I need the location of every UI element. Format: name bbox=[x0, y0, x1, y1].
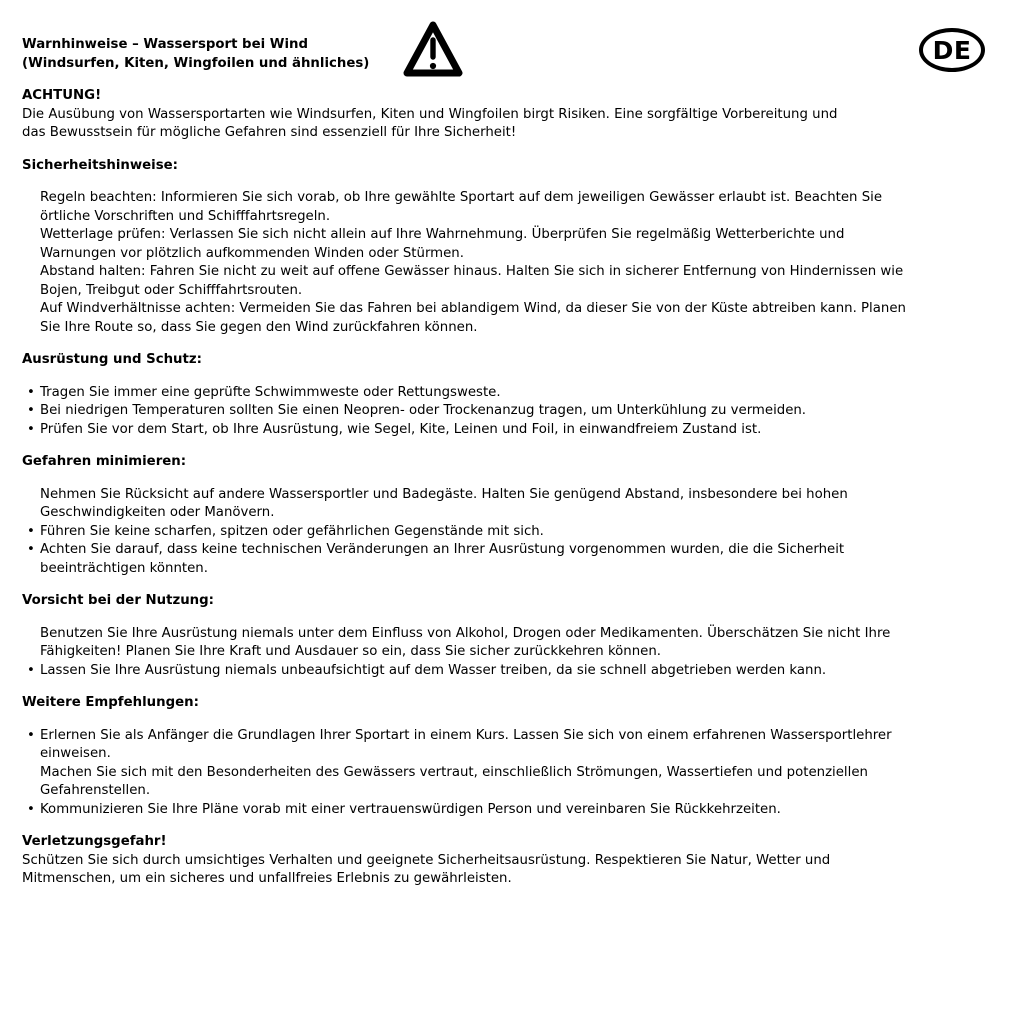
section bbox=[22, 87, 990, 143]
section-list bbox=[27, 727, 990, 820]
section-paragraph bbox=[22, 852, 990, 889]
section-list bbox=[27, 625, 990, 681]
text-line: Schützen Sie sich durch umsichtiges Verhalten und geeignete Sicherheitsausrüstung. Respektieren Sie Natur, Wetter und bbox=[22, 852, 831, 868]
text-line: Sie Ihre Route so, dass Sie gegen den Wind zurückfahren können. bbox=[40, 319, 478, 335]
document-body bbox=[22, 87, 990, 889]
section-list bbox=[40, 189, 990, 337]
list-item bbox=[27, 384, 990, 403]
text-line: Warnungen vor plötzlich aufkommenden Winden oder Stürmen. bbox=[40, 245, 464, 261]
text-line: Führen Sie keine scharfen, spitzen oder gefährlichen Gegenstände mit sich. bbox=[40, 523, 544, 539]
section-heading: Vorsicht bei der Nutzung: bbox=[22, 593, 214, 608]
text-line: Prüfen Sie vor dem Start, ob Ihre Ausrüstung, wie Segel, Kite, Leinen und Foil, in einwandfreiem Zustand ist. bbox=[40, 421, 762, 437]
text-line: Kommunizieren Sie Ihre Pläne vorab mit einer vertrauenswürdigen Person und vereinbaren Sie Rückkehrzeiten. bbox=[40, 801, 781, 817]
section-heading: Weitere Empfehlungen: bbox=[22, 695, 199, 710]
list-item bbox=[40, 263, 990, 300]
text-line: Lassen Sie Ihre Ausrüstung niemals unbeaufsichtigt auf dem Wasser treiben, da sie schnell abgetrieben werden kann. bbox=[40, 662, 827, 678]
section-list bbox=[27, 486, 990, 579]
text-line: Nehmen Sie Rücksicht auf andere Wassersportler und Badegäste. Halten Sie genügend Abstand, insbesondere bei hohen bbox=[40, 486, 848, 502]
text-line: Fähigkeiten! Planen Sie Ihre Kraft und Ausdauer so ein, dass Sie sicher zurückkehren können. bbox=[40, 644, 661, 659]
list-item bbox=[40, 764, 990, 801]
list-item bbox=[27, 523, 990, 542]
section-heading: ACHTUNG! bbox=[22, 88, 102, 103]
bullet-icon: • bbox=[27, 662, 35, 678]
list-item bbox=[40, 226, 990, 263]
section bbox=[22, 453, 990, 578]
section-heading: Verletzungsgefahr! bbox=[22, 834, 167, 849]
bullet-icon: • bbox=[27, 523, 35, 539]
text-line: örtliche Vorschriften und Schifffahrtsregeln. bbox=[40, 208, 331, 224]
list-item bbox=[27, 801, 990, 820]
bullet-icon: • bbox=[27, 384, 35, 400]
bullet-icon: • bbox=[27, 801, 35, 817]
bullet-icon: • bbox=[27, 727, 35, 743]
text-line: Bojen, Treibgut oder Schifffahrtsrouten. bbox=[40, 282, 303, 298]
list-item bbox=[27, 727, 990, 764]
list-item bbox=[27, 541, 990, 578]
text-line: Erlernen Sie als Anfänger die Grundlagen Ihrer Sportart in einem Kurs. Lassen Sie sich von einem erfahrenen Wassersportlehrer bbox=[40, 727, 892, 743]
text-line: einweisen. bbox=[40, 746, 111, 761]
list-item bbox=[27, 402, 990, 421]
text-line: Regeln beachten: Informieren Sie sich vorab, ob Ihre gewählte Sportart auf dem jeweiligen Gewässer erlaubt ist. Beachten Sie bbox=[40, 190, 883, 205]
section bbox=[22, 351, 990, 439]
bullet-icon: • bbox=[27, 403, 35, 418]
list-item bbox=[40, 189, 990, 226]
section bbox=[22, 694, 990, 819]
section bbox=[22, 157, 990, 338]
text-line: Auf Windverhältnisse achten: Vermeiden Sie das Fahren bei ablandigem Wind, da dieser Sie von der Küste abtreiben kann. Planen bbox=[40, 301, 906, 316]
bullet-icon: • bbox=[27, 542, 35, 557]
document-header bbox=[22, 36, 990, 73]
list-item bbox=[27, 421, 990, 440]
text-line: beeinträchtigen könnten. bbox=[40, 560, 208, 576]
language-badge-label: DE bbox=[932, 35, 972, 65]
section-list bbox=[27, 384, 990, 440]
list-item bbox=[40, 300, 990, 337]
text-line: Benutzen Sie Ihre Ausrüstung niemals unter dem Einfluss von Alkohol, Drogen oder Medikamenten. Überschätzen Sie nicht Ihre bbox=[40, 625, 891, 641]
text-line: das Bewusstsein für mögliche Gefahren sind essenziell für Ihre Sicherheit! bbox=[22, 125, 517, 140]
section-paragraph bbox=[22, 106, 990, 143]
text-line: Abstand halten: Fahren Sie nicht zu weit auf offene Gewässer hinaus. Halten Sie sich in sicherer Entfernung von Hindernissen wie bbox=[40, 264, 904, 279]
text-line: Mitmenschen, um ein sicheres und unfallfreies Erlebnis zu gewährleisten. bbox=[22, 871, 512, 886]
warning-triangle-icon bbox=[403, 20, 463, 80]
text-line: Die Ausübung von Wassersportarten wie Windsurfen, Kiten und Wingfoilen birgt Risiken. Eine sorgfältige Vorbereitung und bbox=[22, 106, 838, 122]
text-line: Achten Sie darauf, dass keine technischen Veränderungen an Ihrer Ausrüstung vorgenommen wurden, die die Sicherheit bbox=[40, 542, 845, 557]
section-heading: Sicherheitshinweise: bbox=[22, 157, 178, 173]
text-line: Gefahrenstellen. bbox=[40, 783, 151, 798]
list-item bbox=[40, 625, 990, 662]
document-title-line-2: (Windsurfen, Kiten, Wingfoilen und ähnliches) bbox=[22, 55, 370, 71]
language-badge bbox=[919, 28, 985, 72]
document-title-line-1: Warnhinweise – Wassersport bei Wind bbox=[22, 37, 308, 52]
section-heading: Ausrüstung und Schutz: bbox=[22, 352, 202, 367]
bullet-icon: • bbox=[27, 421, 35, 437]
document-title bbox=[22, 36, 990, 73]
section-heading: Gefahren minimieren: bbox=[22, 454, 187, 469]
list-item bbox=[27, 662, 990, 681]
text-line: Geschwindigkeiten oder Manövern. bbox=[40, 505, 275, 520]
section bbox=[22, 833, 990, 889]
text-line: Wetterlage prüfen: Verlassen Sie sich nicht allein auf Ihre Wahrnehmung. Überprüfen Sie regelmäßig Wetterberichte und bbox=[40, 227, 845, 242]
text-line: Machen Sie sich mit den Besonderheiten des Gewässers vertraut, einschließlich Strömungen, Wassertiefen und potenziellen bbox=[40, 764, 868, 780]
text-line: Bei niedrigen Temperaturen sollten Sie einen Neopren- oder Trockenanzug tragen, um Unterkühlung zu vermeiden. bbox=[40, 403, 807, 418]
text-line: Tragen Sie immer eine geprüfte Schwimmweste oder Rettungsweste. bbox=[40, 384, 501, 400]
section bbox=[22, 592, 990, 680]
list-item bbox=[40, 486, 990, 523]
